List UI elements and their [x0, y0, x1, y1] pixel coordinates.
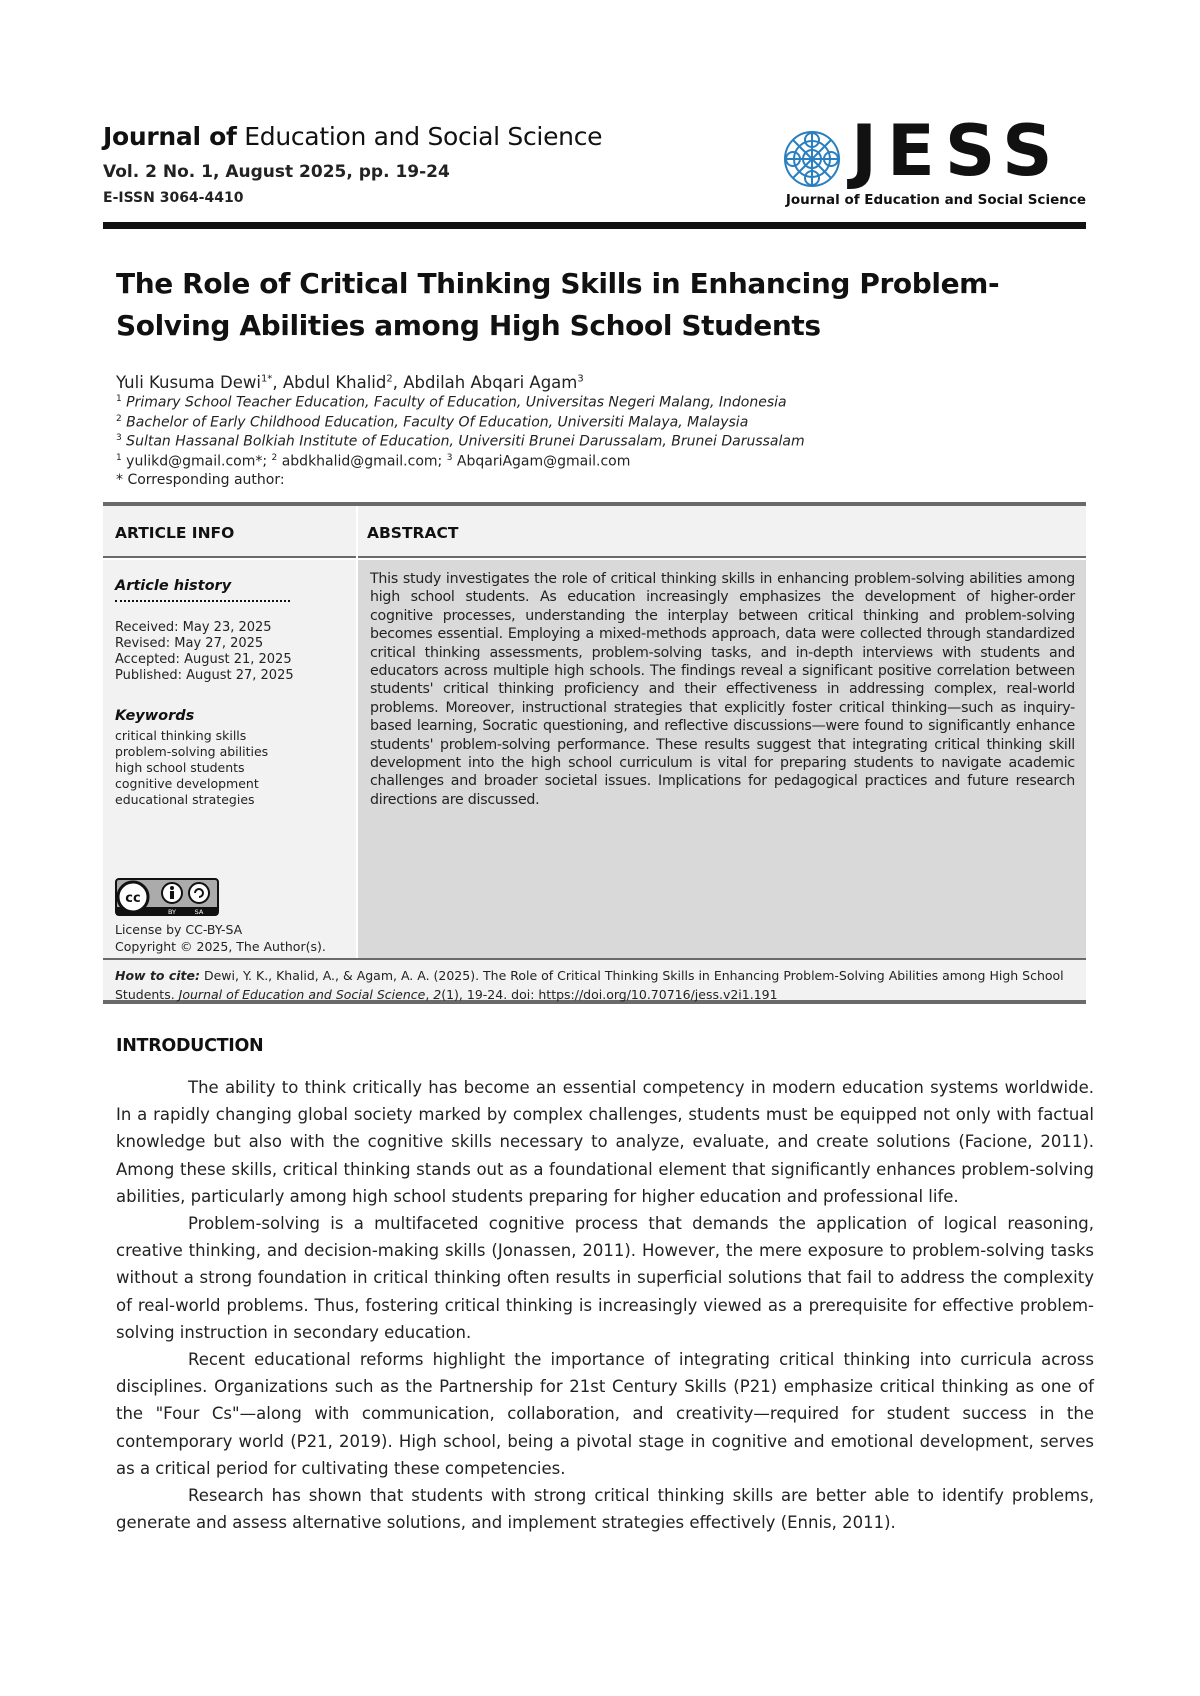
keyword: high school students	[115, 760, 245, 775]
keyword: problem-solving abilities	[115, 744, 269, 759]
citation-text: How to cite: Dewi, Y. K., Khalid, A., & Agam, A. A. (2025). The Role of Critical Thinking Skills in Enhancing Problem-Solving Abilities among High School Students. Journal of Education and Social Science, 2(1), 19-24. doi: https://doi.org/10.70716/jess.v2i1.191	[115, 968, 1064, 1002]
keywords-title: Keywords	[115, 708, 195, 724]
dotted-divider	[115, 600, 290, 602]
author-emails: $^1$ yulikd@gmail.com*; $^2$ abdkhalid@gmail.com; $^3$ AbqariAgam@gmail.com	[116, 453, 631, 470]
keyword: cognitive development	[115, 776, 259, 791]
author-list: Yuli Kusuma Dewi$^{1*}$, Abdul Khalid$^2$, Abdilah Abqari Agam$^3$	[116, 373, 584, 392]
body-paragraph: Recent educational reforms highlight the importance of integrating critical thinking into curricula across disciplines. Organizations such as the Partnership for 21st Century Skills (P21) emphasize critical thinking as one of the "Four Cs"—along with communication, collaboration, and creativity—required for student success in the contemporary world (P21, 2019). High school, being a pivotal stage in cognitive and emotional development, serves as a critical period for cultivating these competencies.	[116, 1350, 1094, 1478]
affiliation-3: $^3$ Sultan Hassanal Bolkiah Institute of Education, Universiti Brunei Darussalam, Brunei Darussalam	[116, 433, 805, 450]
paper-title: The Role of Critical Thinking Skills in Enhancing Problem-Solving Abilities among High School Students	[116, 267, 1000, 342]
svg-text:cc: cc	[125, 891, 141, 906]
body-paragraph: Problem-solving is a multifaceted cognitive process that demands the application of logical reasoning, creative thinking, and decision-making skills (Jonassen, 2011). However, the mere exposure to problem-solving tasks without a strong foundation in critical thinking often results in superficial solutions that fail to address the complexity of real-world problems. Thus, fostering critical thinking is increasingly viewed as a prerequisite for effective problem-solving instruction in secondary education.	[116, 1214, 1094, 1342]
body-paragraph: Research has shown that students with strong critical thinking skills are better able to identify problems, generate and assess alternative solutions, and implement strategies effectively (Ennis, 2011).	[116, 1486, 1094, 1533]
citation-journal: Journal of Education and Social Science	[178, 987, 426, 1002]
copyright-text: Copyright © 2025, The Author(s).	[115, 939, 326, 954]
history-published: Published: August 27, 2025	[115, 668, 294, 683]
logo-wordmark: JESS	[851, 110, 1063, 192]
svg-text:SA: SA	[194, 908, 204, 916]
header-rule	[103, 222, 1086, 229]
journal-title: Journal of Education and Social Science	[103, 122, 603, 151]
corresponding-author: * Corresponding author:	[116, 472, 285, 488]
journal-header	[103, 110, 1086, 228]
logo-subtitle: Journal of Education and Social Science	[785, 192, 1086, 208]
history-accepted: Accepted: August 21, 2025	[115, 652, 292, 667]
history-revised: Revised: May 27, 2025	[115, 636, 264, 651]
abstract-column	[358, 560, 1086, 958]
article-info-table	[103, 502, 1086, 1008]
table-header	[103, 506, 1086, 558]
affiliation-1: $^1$ Primary School Teacher Education, Faculty of Education, Universitas Negeri Malang, Indonesia	[116, 394, 787, 411]
logo-emblem-icon	[781, 128, 843, 190]
license-text: License by CC-BY-SA	[115, 922, 243, 937]
author-name: Yuli Kusuma Dewi	[116, 373, 261, 392]
body-paragraph: The ability to think critically has become an essential competency in modern education systems worldwide. In a rapidly changing global society marked by complex challenges, students must be equipped not only with factual knowledge but also with the cognitive skills necessary to analyze, evaluate, and create solutions (Facione, 2011). Among these skills, critical thinking stands out as a foundational element that significantly enhances problem-solving abilities, particularly among high school students preparing for higher education and professional life.	[116, 1078, 1094, 1206]
abstract-heading: ABSTRACT	[367, 524, 459, 542]
keyword: critical thinking skills	[115, 728, 247, 743]
volume-line: Vol. 2 No. 1, August 2025, pp. 19-24	[103, 162, 450, 182]
abstract-text: This study investigates the role of critical thinking skills in enhancing problem-solving abilities among high school students. As education increasingly emphasizes the development of higher-order cognitive processes, understanding the interplay between critical thinking and problem-solving becomes essential. Employing a mixed-methods approach, data were collected through standardized critical thinking assessments, problem-solving tasks, and in-depth interviews with students and educators across multiple high schools. The findings reveal a significant positive correlation between students' critical thinking proficiency and their effectiveness in addressing complex, real-world problems. Moreover, instructional strategies that explicitly foster critical thinking—such as inquiry-based learning, Socratic questioning, and reflective discussions—were found to significantly enhance students' problem-solving performance. These results suggest that integrating critical thinking skill development into the high school curriculum is vital for preparing students to navigate academic challenges and broader societal issues. Implications for pedagogical practices and future research directions are discussed.	[370, 571, 1075, 808]
journal-logo	[781, 110, 1086, 210]
article-info-column	[103, 560, 356, 958]
author-name: Abdilah Abqari Agam	[403, 373, 578, 392]
article-info-heading: ARTICLE INFO	[115, 524, 235, 542]
citation-label: How to cite:	[115, 968, 201, 983]
cc-by-sa-icon	[115, 878, 219, 916]
keyword: educational strategies	[115, 792, 255, 807]
svg-text:BY: BY	[167, 908, 177, 916]
issn-line: E-ISSN 3064-4410	[103, 190, 244, 206]
affiliation-2: $^2$ Bachelor of Early Childhood Education, Faculty Of Education, Universiti Malaya, Malaysia	[116, 414, 749, 431]
introduction-body	[116, 1074, 1094, 1536]
section-heading-introduction: INTRODUCTION	[116, 1036, 264, 1056]
article-history-title: Article history	[115, 578, 232, 594]
citation-box	[103, 958, 1086, 1004]
history-received: Received: May 23, 2025	[115, 620, 272, 635]
author-name: Abdul Khalid	[282, 373, 387, 392]
